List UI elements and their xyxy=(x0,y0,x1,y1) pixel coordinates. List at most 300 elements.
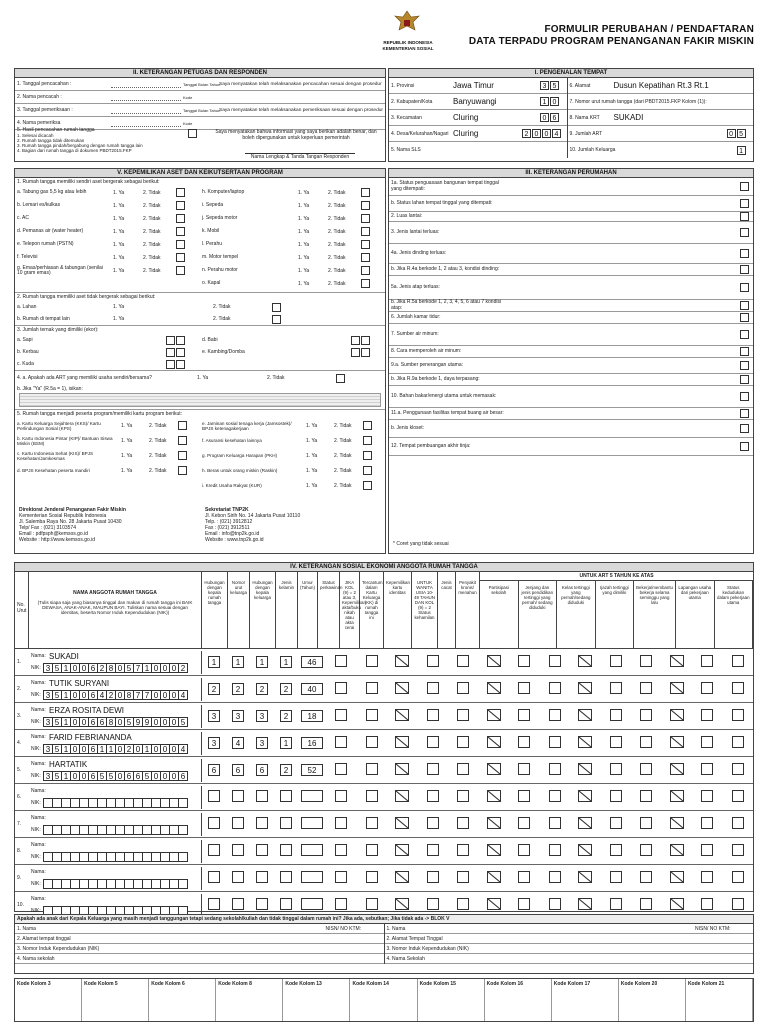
nik-digit[interactable]: 0 xyxy=(160,744,170,754)
attr-box[interactable] xyxy=(335,790,347,802)
aset-bergerak-box[interactable] xyxy=(361,201,370,210)
attr-box[interactable] xyxy=(427,655,439,667)
attr-box[interactable] xyxy=(549,655,561,667)
nik-digit[interactable]: 0 xyxy=(70,744,80,754)
aset-bergerak-ya[interactable]: 1. Ya xyxy=(298,189,310,196)
attr-box[interactable] xyxy=(701,655,713,667)
perumahan-box[interactable] xyxy=(740,212,749,221)
alamat-value[interactable]: Dusun Kepatihan Rt.3 Rt.1 xyxy=(613,81,709,90)
desa-code-1[interactable]: 2 xyxy=(522,129,531,138)
attr-box[interactable] xyxy=(518,709,530,721)
perumahan-box[interactable] xyxy=(740,313,749,322)
attr-slash[interactable] xyxy=(670,682,684,694)
kol-box[interactable]: 2 xyxy=(280,764,292,776)
nik-digit[interactable]: 2 xyxy=(97,663,107,673)
sec2-row-field[interactable] xyxy=(111,106,181,114)
attr-slash[interactable] xyxy=(487,655,501,667)
program-tidak[interactable]: 2. Tidak xyxy=(149,452,167,459)
desa-code-2[interactable]: 0 xyxy=(532,129,541,138)
sec2-row-field[interactable] xyxy=(111,119,181,127)
member-nik[interactable] xyxy=(43,663,187,673)
nik-digit[interactable]: 6 xyxy=(88,717,98,727)
kol-box[interactable]: 2 xyxy=(208,683,220,695)
nik-digit[interactable] xyxy=(178,879,188,889)
attr-box[interactable] xyxy=(457,709,469,721)
kol-box[interactable]: 2 xyxy=(280,683,292,695)
nik-digit[interactable]: 2 xyxy=(106,690,116,700)
attr-box[interactable] xyxy=(640,871,652,883)
attr-slash[interactable] xyxy=(395,682,409,694)
aset-bergerak-ya[interactable]: 1. Ya xyxy=(113,189,125,196)
nik-digit[interactable]: 0 xyxy=(133,744,143,754)
kol-box[interactable] xyxy=(280,790,292,802)
perumahan-box[interactable] xyxy=(740,347,749,356)
kol-box[interactable]: 3 xyxy=(256,710,268,722)
attr-box[interactable] xyxy=(732,817,744,829)
program-tidak[interactable]: 2. Tidak xyxy=(334,437,352,444)
member-name[interactable] xyxy=(47,898,197,900)
program-tidak[interactable]: 2. Tidak xyxy=(334,422,352,429)
nik-digit[interactable]: 0 xyxy=(70,690,80,700)
nik-digit[interactable]: 0 xyxy=(115,690,125,700)
program-box[interactable] xyxy=(363,436,372,445)
attr-slash[interactable] xyxy=(578,709,592,721)
aset-bergerak-ya[interactable]: 1. Ya xyxy=(298,241,310,248)
umur-box[interactable] xyxy=(301,898,323,910)
aset-bergerak-box[interactable] xyxy=(361,266,370,275)
aset-bergerak-tidak[interactable]: 2. Tidak xyxy=(328,280,346,287)
q4b-field[interactable] xyxy=(19,393,381,407)
attr-box[interactable] xyxy=(518,682,530,694)
aset-bergerak-ya[interactable]: 1. Ya xyxy=(113,215,125,222)
aset-bergerak-box[interactable] xyxy=(361,253,370,262)
attr-box[interactable] xyxy=(549,709,561,721)
ternak-box[interactable] xyxy=(351,348,360,357)
program-ya[interactable]: 1. Ya xyxy=(306,452,318,459)
attr-box[interactable] xyxy=(518,817,530,829)
attr-slash[interactable] xyxy=(395,763,409,775)
nik-digit[interactable]: 0 xyxy=(160,690,170,700)
kol-box[interactable] xyxy=(256,790,268,802)
kabupaten-code-1[interactable]: 1 xyxy=(540,97,549,106)
ternak-box[interactable] xyxy=(351,336,360,345)
member-nik[interactable] xyxy=(43,744,187,754)
provinsi-code-1[interactable]: 3 xyxy=(540,81,549,90)
q4-box[interactable] xyxy=(336,374,345,383)
attr-slash[interactable] xyxy=(487,763,501,775)
perumahan-box[interactable] xyxy=(740,361,749,370)
attr-slash[interactable] xyxy=(578,898,592,910)
attr-slash[interactable] xyxy=(670,763,684,775)
attr-box[interactable] xyxy=(335,844,347,856)
attr-box[interactable] xyxy=(366,709,378,721)
nik-digit[interactable]: 0 xyxy=(70,663,80,673)
attr-slash[interactable] xyxy=(578,655,592,667)
aset-bergerak-ya[interactable]: 1. Ya xyxy=(298,215,310,222)
attr-box[interactable] xyxy=(457,844,469,856)
aset-bergerak-ya[interactable]: 1. Ya xyxy=(298,202,310,209)
nik-digit[interactable]: 8 xyxy=(124,690,134,700)
program-ya[interactable]: 1. Ya xyxy=(121,452,133,459)
attr-slash[interactable] xyxy=(487,682,501,694)
nik-digit[interactable]: 6 xyxy=(88,690,98,700)
aset-tidak-bergerak-box[interactable] xyxy=(272,303,281,312)
krt-value[interactable]: SUKADI xyxy=(613,113,644,122)
nik-digit[interactable]: 1 xyxy=(61,690,71,700)
attr-box[interactable] xyxy=(366,763,378,775)
ternak-box[interactable] xyxy=(176,348,185,357)
attr-box[interactable] xyxy=(640,709,652,721)
kabupaten-code-2[interactable]: 0 xyxy=(550,97,559,106)
ternak-box[interactable] xyxy=(166,348,175,357)
attr-box[interactable] xyxy=(549,817,561,829)
nik-digit[interactable]: 0 xyxy=(169,690,179,700)
attr-box[interactable] xyxy=(335,736,347,748)
aset-bergerak-ya[interactable]: 1. Ya xyxy=(113,202,125,209)
nik-digit[interactable]: 1 xyxy=(61,744,71,754)
ternak-box[interactable] xyxy=(176,336,185,345)
nik-digit[interactable]: 1 xyxy=(61,771,71,781)
aset-bergerak-ya[interactable]: 1. Ya xyxy=(113,228,125,235)
aset-tidak-bergerak-tidak[interactable]: 2. Tidak xyxy=(213,304,231,310)
nik-digit[interactable]: 0 xyxy=(115,744,125,754)
sec2-row-field[interactable] xyxy=(111,93,181,101)
attr-box[interactable] xyxy=(335,871,347,883)
member-nik[interactable] xyxy=(43,825,187,835)
attr-slash[interactable] xyxy=(395,790,409,802)
nik-digit[interactable]: 3 xyxy=(43,717,53,727)
attr-slash[interactable] xyxy=(578,763,592,775)
kol-box[interactable] xyxy=(256,817,268,829)
attr-box[interactable] xyxy=(518,790,530,802)
slok-field[interactable] xyxy=(165,948,384,950)
nik-digit[interactable]: 0 xyxy=(79,690,89,700)
attr-box[interactable] xyxy=(732,655,744,667)
aset-bergerak-box[interactable] xyxy=(176,253,185,262)
attr-box[interactable] xyxy=(457,817,469,829)
slok-field[interactable] xyxy=(535,928,694,930)
aset-bergerak-box[interactable] xyxy=(176,214,185,223)
nik-digit[interactable]: 0 xyxy=(169,744,179,754)
program-ya[interactable]: 1. Ya xyxy=(121,437,133,444)
nik-digit[interactable]: 0 xyxy=(160,663,170,673)
kol-box[interactable] xyxy=(232,817,244,829)
attr-box[interactable] xyxy=(732,682,744,694)
attr-box[interactable] xyxy=(335,709,347,721)
nik-digit[interactable]: 1 xyxy=(142,744,152,754)
aset-bergerak-ya[interactable]: 1. Ya xyxy=(298,280,310,287)
program-tidak[interactable]: 2. Tidak xyxy=(149,437,167,444)
program-box[interactable] xyxy=(178,466,187,475)
nik-digit[interactable]: 0 xyxy=(160,717,170,727)
jumlah-art-2[interactable]: 5 xyxy=(737,129,746,138)
aset-bergerak-box[interactable] xyxy=(176,266,185,275)
attr-box[interactable] xyxy=(701,817,713,829)
nik-digit[interactable]: 0 xyxy=(169,663,179,673)
attr-box[interactable] xyxy=(610,898,622,910)
attr-box[interactable] xyxy=(610,682,622,694)
kol-box[interactable]: 2 xyxy=(232,683,244,695)
attr-box[interactable] xyxy=(701,790,713,802)
nik-digit[interactable]: 0 xyxy=(79,744,89,754)
aset-bergerak-tidak[interactable]: 2. Tidak xyxy=(328,254,346,261)
program-box[interactable] xyxy=(178,421,187,430)
nik-digit[interactable]: 0 xyxy=(79,663,89,673)
attr-box[interactable] xyxy=(335,817,347,829)
nik-digit[interactable]: 7 xyxy=(142,690,152,700)
attr-slash[interactable] xyxy=(487,817,501,829)
attr-box[interactable] xyxy=(366,682,378,694)
attr-box[interactable] xyxy=(549,790,561,802)
nik-digit[interactable] xyxy=(178,798,188,808)
nik-digit[interactable]: 0 xyxy=(115,717,125,727)
attr-slash[interactable] xyxy=(578,736,592,748)
attr-box[interactable] xyxy=(701,736,713,748)
program-box[interactable] xyxy=(363,421,372,430)
member-nik[interactable] xyxy=(43,717,187,727)
attr-box[interactable] xyxy=(518,655,530,667)
nik-digit[interactable]: 6 xyxy=(88,744,98,754)
aset-bergerak-tidak[interactable]: 2. Tidak xyxy=(328,189,346,196)
program-tidak[interactable]: 2. Tidak xyxy=(149,422,167,429)
nik-digit[interactable]: 1 xyxy=(97,744,107,754)
nik-digit[interactable]: 5 xyxy=(52,690,62,700)
kol-box[interactable]: 2 xyxy=(256,683,268,695)
kol-box[interactable] xyxy=(208,871,220,883)
slok-field[interactable] xyxy=(165,928,324,930)
attr-box[interactable] xyxy=(701,763,713,775)
aset-bergerak-box[interactable] xyxy=(361,240,370,249)
perumahan-box[interactable] xyxy=(740,375,749,384)
nik-digit[interactable]: 5 xyxy=(52,744,62,754)
attr-box[interactable] xyxy=(427,763,439,775)
program-tidak[interactable]: 2. Tidak xyxy=(334,482,352,489)
attr-box[interactable] xyxy=(427,898,439,910)
umur-box[interactable]: 46 xyxy=(301,656,323,668)
member-name[interactable] xyxy=(47,844,197,846)
aset-bergerak-box[interactable] xyxy=(176,240,185,249)
attr-slash[interactable] xyxy=(578,790,592,802)
attr-box[interactable] xyxy=(701,871,713,883)
nik-digit[interactable]: 5 xyxy=(52,717,62,727)
attr-box[interactable] xyxy=(610,817,622,829)
attr-box[interactable] xyxy=(457,871,469,883)
attr-box[interactable] xyxy=(518,844,530,856)
nik-digit[interactable]: 1 xyxy=(106,744,116,754)
kol-box[interactable]: 1 xyxy=(256,656,268,668)
attr-box[interactable] xyxy=(701,709,713,721)
umur-box[interactable] xyxy=(301,844,323,856)
umur-box[interactable] xyxy=(301,871,323,883)
kol-box[interactable] xyxy=(280,871,292,883)
ternak-box[interactable] xyxy=(361,348,370,357)
perumahan-box[interactable] xyxy=(740,228,749,237)
member-name[interactable]: SUKADI xyxy=(49,651,79,661)
nik-digit[interactable]: 5 xyxy=(97,771,107,781)
aset-bergerak-box[interactable] xyxy=(361,188,370,197)
member-nik[interactable] xyxy=(43,798,187,808)
attr-box[interactable] xyxy=(457,655,469,667)
nik-digit[interactable]: 4 xyxy=(178,744,188,754)
ternak-box[interactable] xyxy=(166,336,175,345)
kol-box[interactable]: 3 xyxy=(208,710,220,722)
kol-box[interactable]: 1 xyxy=(280,737,292,749)
kol-box[interactable]: 3 xyxy=(232,710,244,722)
attr-box[interactable] xyxy=(335,898,347,910)
nik-digit[interactable]: 6 xyxy=(97,717,107,727)
slok-field[interactable] xyxy=(165,958,384,960)
attr-box[interactable] xyxy=(732,763,744,775)
attr-slash[interactable] xyxy=(670,709,684,721)
program-tidak[interactable]: 2. Tidak xyxy=(334,467,352,474)
attr-slash[interactable] xyxy=(578,817,592,829)
kol-box[interactable]: 1 xyxy=(280,656,292,668)
kol-box[interactable] xyxy=(256,844,268,856)
perumahan-box[interactable] xyxy=(740,182,749,191)
kol-box[interactable] xyxy=(256,871,268,883)
nik-digit[interactable]: 2 xyxy=(178,663,188,673)
attr-box[interactable] xyxy=(640,790,652,802)
nik-digit[interactable]: 0 xyxy=(151,690,161,700)
nik-digit[interactable]: 5 xyxy=(178,717,188,727)
aset-bergerak-tidak[interactable]: 2. Tidak xyxy=(143,215,161,222)
sec2-row-field[interactable] xyxy=(111,80,181,88)
aset-tidak-bergerak-ya[interactable]: 1. Ya xyxy=(113,316,125,322)
perumahan-box[interactable] xyxy=(740,330,749,339)
kol-box[interactable] xyxy=(280,817,292,829)
nik-digit[interactable]: 2 xyxy=(124,744,134,754)
attr-slash[interactable] xyxy=(487,871,501,883)
nik-digit[interactable]: 7 xyxy=(133,690,143,700)
perumahan-box[interactable] xyxy=(740,265,749,274)
aset-bergerak-box[interactable] xyxy=(176,227,185,236)
aset-bergerak-tidak[interactable]: 2. Tidak xyxy=(328,215,346,222)
nik-digit[interactable]: 0 xyxy=(169,717,179,727)
attr-slash[interactable] xyxy=(395,898,409,910)
attr-box[interactable] xyxy=(610,709,622,721)
aset-bergerak-tidak[interactable]: 2. Tidak xyxy=(328,228,346,235)
kol-box[interactable]: 4 xyxy=(232,737,244,749)
nik-digit[interactable]: 9 xyxy=(142,717,152,727)
attr-box[interactable] xyxy=(732,790,744,802)
program-ya[interactable]: 1. Ya xyxy=(306,437,318,444)
member-nik[interactable] xyxy=(43,879,187,889)
kabupaten-value[interactable]: Banyuwangi xyxy=(453,97,497,106)
nik-digit[interactable] xyxy=(178,852,188,862)
provinsi-code-2[interactable]: 5 xyxy=(550,81,559,90)
attr-slash[interactable] xyxy=(487,844,501,856)
nik-digit[interactable]: 6 xyxy=(88,771,98,781)
attr-box[interactable] xyxy=(732,709,744,721)
program-tidak[interactable]: 2. Tidak xyxy=(334,452,352,459)
attr-box[interactable] xyxy=(640,844,652,856)
attr-box[interactable] xyxy=(640,655,652,667)
attr-box[interactable] xyxy=(549,871,561,883)
attr-box[interactable] xyxy=(366,817,378,829)
nik-digit[interactable]: 6 xyxy=(88,663,98,673)
aset-tidak-bergerak-box[interactable] xyxy=(272,315,281,324)
program-box[interactable] xyxy=(178,436,187,445)
attr-box[interactable] xyxy=(610,844,622,856)
kol-box[interactable]: 1 xyxy=(232,656,244,668)
attr-box[interactable] xyxy=(549,763,561,775)
ternak-box[interactable] xyxy=(166,360,175,369)
attr-box[interactable] xyxy=(518,763,530,775)
attr-box[interactable] xyxy=(427,871,439,883)
attr-slash[interactable] xyxy=(670,790,684,802)
aset-bergerak-tidak[interactable]: 2. Tidak xyxy=(143,228,161,235)
nik-digit[interactable]: 5 xyxy=(142,771,152,781)
attr-box[interactable] xyxy=(518,898,530,910)
slok-field[interactable] xyxy=(165,938,384,940)
member-nik[interactable] xyxy=(43,852,187,862)
aset-bergerak-box[interactable] xyxy=(361,214,370,223)
attr-slash[interactable] xyxy=(395,736,409,748)
attr-box[interactable] xyxy=(701,898,713,910)
attr-box[interactable] xyxy=(427,790,439,802)
umur-box[interactable]: 18 xyxy=(301,710,323,722)
jumlah-keluarga-value[interactable]: 1 xyxy=(737,146,746,155)
nik-digit[interactable] xyxy=(178,825,188,835)
attr-box[interactable] xyxy=(732,736,744,748)
nik-digit[interactable]: 3 xyxy=(43,744,53,754)
attr-box[interactable] xyxy=(610,655,622,667)
member-name[interactable]: ERZA ROSITA DEWI xyxy=(49,705,124,715)
nik-digit[interactable]: 9 xyxy=(133,717,143,727)
kol-box[interactable] xyxy=(280,898,292,910)
hasil-pencacahan-box[interactable] xyxy=(188,129,197,138)
perumahan-box[interactable] xyxy=(740,424,749,433)
program-box[interactable] xyxy=(178,451,187,460)
aset-bergerak-ya[interactable]: 1. Ya xyxy=(298,267,310,274)
nik-digit[interactable]: 0 xyxy=(151,771,161,781)
attr-box[interactable] xyxy=(732,898,744,910)
attr-box[interactable] xyxy=(610,763,622,775)
nik-digit[interactable]: 0 xyxy=(151,717,161,727)
attr-box[interactable] xyxy=(640,763,652,775)
member-name[interactable]: HARTATIK xyxy=(49,759,88,769)
attr-slash[interactable] xyxy=(670,844,684,856)
attr-slash[interactable] xyxy=(578,871,592,883)
nik-digit[interactable]: 3 xyxy=(43,690,53,700)
attr-box[interactable] xyxy=(366,844,378,856)
member-name[interactable] xyxy=(47,817,197,819)
attr-box[interactable] xyxy=(366,655,378,667)
nik-digit[interactable]: 5 xyxy=(52,663,62,673)
ternak-box[interactable] xyxy=(361,336,370,345)
aset-bergerak-tidak[interactable]: 2. Tidak xyxy=(328,267,346,274)
nik-digit[interactable]: 0 xyxy=(70,717,80,727)
attr-box[interactable] xyxy=(427,709,439,721)
attr-slash[interactable] xyxy=(670,871,684,883)
desa-code-3[interactable]: 0 xyxy=(542,129,551,138)
attr-box[interactable] xyxy=(640,898,652,910)
kol-box[interactable]: 3 xyxy=(208,737,220,749)
nik-digit[interactable]: 5 xyxy=(124,663,134,673)
program-ya[interactable]: 1. Ya xyxy=(121,422,133,429)
attr-slash[interactable] xyxy=(487,898,501,910)
attr-box[interactable] xyxy=(427,817,439,829)
umur-box[interactable]: 16 xyxy=(301,737,323,749)
nik-digit[interactable]: 0 xyxy=(169,771,179,781)
aset-bergerak-tidak[interactable]: 2. Tidak xyxy=(328,241,346,248)
kol-box[interactable]: 6 xyxy=(208,764,220,776)
kecamatan-code-2[interactable]: 6 xyxy=(550,113,559,122)
attr-slash[interactable] xyxy=(670,817,684,829)
kol-box[interactable] xyxy=(208,898,220,910)
kecamatan-code-1[interactable]: 0 xyxy=(540,113,549,122)
member-nik[interactable] xyxy=(43,690,187,700)
